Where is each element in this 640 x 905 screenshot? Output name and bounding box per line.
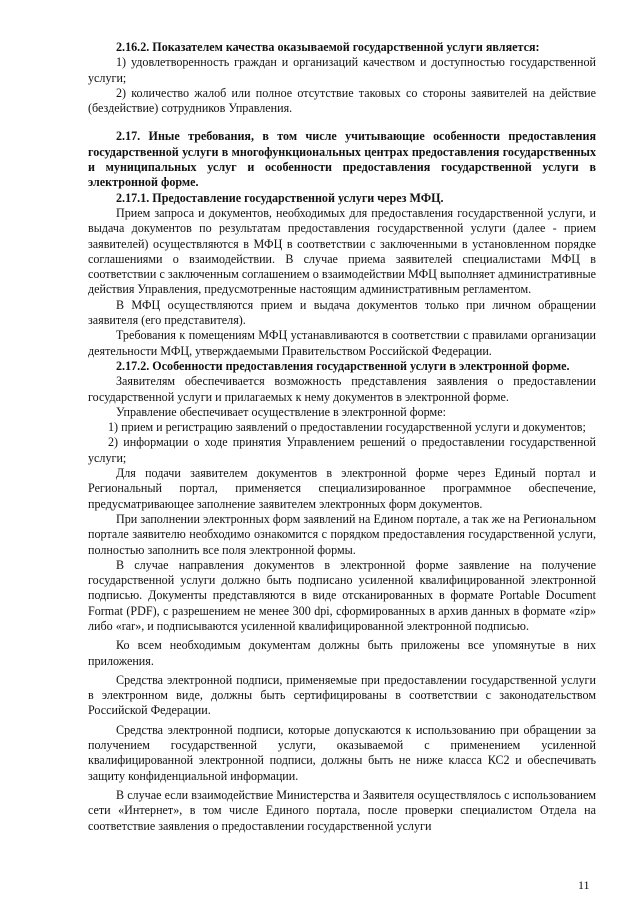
paragraph: Управление обеспечивает осуществление в электронной форме: xyxy=(116,404,446,419)
paragraph: В МФЦ осуществляются прием и выдача документов только при личном обращении заявителя (его представителя). xyxy=(88,297,596,328)
paragraph: Ко всем необходимым документам должны быть приложены все упомянутые в них приложения. xyxy=(88,638,596,668)
paragraph: В случае если взаимодействие Министерства и Заявителя осуществлялось с использованием сети «Интернет», в том числе Единого портала, после проверки специалистом Отдела на соответствие заявления о предоставлении государственной услуги xyxy=(88,787,596,833)
spacer xyxy=(88,116,596,129)
paragraph: Для подачи заявителем документов в электронной форме через Единый портал и Региональный портал, применяется специализированное программное обеспечение, предусматривающее заполнение заявителем электронных форм документов. xyxy=(88,466,596,511)
section-2-17-heading: 2.17. Иные требования, в том числе учитывающие особенности предоставления государственной услуги в многофункциональных центрах предоставления государственных и муниципальных услуг и особенности предоставления государственной услуги в электронной форме. xyxy=(88,129,596,190)
document-page xyxy=(88,40,596,834)
paragraph: Средства электронной подписи, которые допускаются к использованию при обращении за получением государственной услуги, оказываемой с применением усиленной квалифицированной электронной подписи, должны быть не ниже класса КС2 и обеспечивать защиту конфиденциальной информации. xyxy=(88,722,596,783)
paragraph: При заполнении электронных форм заявлений на Едином портале, а так же на Региональном портале заявителю необходимо ознакомится с порядком предоставления государственной услуги, полностью заполнить все поля электронной формы. xyxy=(88,511,596,557)
section-2-17-1-heading: 2.17.1. Предоставление государственной услуги через МФЦ. xyxy=(116,190,444,205)
section-2-17-2-heading: 2.17.2. Особенности предоставления государственной услуги в электронной форме. xyxy=(116,358,570,373)
paragraph: Заявителям обеспечивается возможность представления заявления о предоставлении государственной услуги и прилагаемых к нему документов в электронной форме. xyxy=(88,374,596,404)
list-item: 2) информации о ходе принятия Управлением решений о предоставлении государственной услуги; xyxy=(88,435,596,465)
list-item: 1) прием и регистрацию заявлений о предоставлении государственной услуги и документов; xyxy=(108,420,586,435)
list-item: 2) количество жалоб или полное отсутствие таковых со стороны заявителей на действие (бездействие) сотрудников Управления. xyxy=(88,85,596,116)
paragraph: В случае направления документов в электронной форме заявление на получение государственной услуги должно быть подписано усиленной квалифицированной электронной подписью. Документы представляются в виде отсканированных в формате Portable Document Format (PDF), с разрешением не менее 300 dpi, сформированных в архив данных в формате «zip» либо «rar», и подписываются усиленной квалифицированной электронной подписью. xyxy=(88,557,596,633)
paragraph: Прием запроса и документов, необходимых для предоставления государственной услуги, и выдача документов по результатам предоставления государственной услуги (далее - прием заявителей) осуществляются в МФЦ в соответствии с заключенными в установленном порядке соглашениями о взаимодействии. В случае приема заявителей специалистами МФЦ в соответствии с заключенным соглашением о взаимодействии МФЦ выполняет административные действия Управления, предусмотренные настоящим административным регламентом. xyxy=(88,205,596,297)
paragraph: Требования к помещениям МФЦ устанавливаются в соответствии с правилами организации деятельности МФЦ, утверждаемыми Правительством Российской Федерации. xyxy=(88,328,596,358)
paragraph: Средства электронной подписи, применяемые при предоставлении государственной услуги в электронном виде, должны быть сертифицированы в соответствии с законодательством Российской Федерации. xyxy=(88,672,596,718)
section-2-16-2-heading: 2.16.2. Показателем качества оказываемой государственной услуги является: xyxy=(116,40,540,54)
list-item: 1) удовлетворенность граждан и организаций качеством и доступностью государственной услуги; xyxy=(88,55,596,85)
page-number: 11 xyxy=(578,878,590,892)
